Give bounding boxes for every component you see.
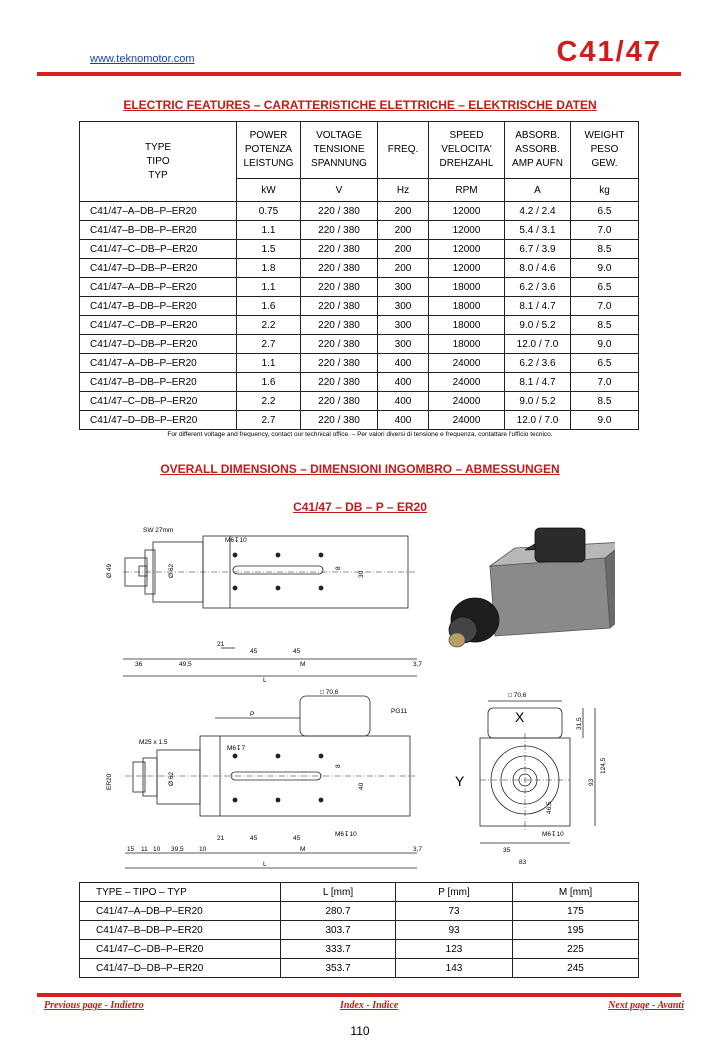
table-cell: 1.5	[237, 240, 301, 259]
table-cell: 143	[396, 959, 513, 978]
table-cell: C41/47–A–DB–P–ER20	[80, 902, 281, 921]
table-cell: 5.4 / 3.1	[505, 221, 571, 240]
table-row	[80, 921, 639, 940]
table-cell: 6.2 / 3.6	[505, 278, 571, 297]
unit-cell: V	[301, 179, 378, 202]
column-header: L [mm]	[281, 883, 396, 902]
table-cell: 6.5	[571, 202, 639, 221]
label-d124-5: 124,5	[600, 757, 607, 774]
table-cell: 8.0 / 4.6	[505, 259, 571, 278]
unit-cell: Hz	[378, 179, 429, 202]
table-cell: C41/47–A–DB–P–ER20	[80, 278, 237, 297]
table-cell: 400	[378, 354, 429, 373]
spindle-render	[449, 528, 615, 647]
table-cell: 220 / 380	[301, 278, 378, 297]
label-d10: 10	[153, 846, 161, 853]
label-sq706b: □ 70,6	[508, 692, 527, 699]
table-cell: 12000	[429, 202, 505, 221]
label-d45d: 45	[293, 835, 301, 842]
table-cell: 220 / 380	[301, 392, 378, 411]
table-cell: 300	[378, 316, 429, 335]
label-d49-5: 49,5	[179, 661, 192, 668]
table-cell: 9.0	[571, 411, 639, 430]
label-er20: ER20	[106, 773, 113, 790]
table-cell: 93	[396, 921, 513, 940]
table-cell: C41/47–D–DB–P–ER20	[80, 335, 237, 354]
table-row	[80, 392, 639, 411]
table-cell: 220 / 380	[301, 316, 378, 335]
label-d62b: Ø 62	[168, 771, 175, 786]
label-d45a: 45	[250, 648, 258, 655]
label-x: X	[515, 709, 525, 725]
label-pg11: PG11	[391, 708, 408, 715]
table-cell: 220 / 380	[301, 202, 378, 221]
table-cell: 7.0	[571, 297, 639, 316]
column-header: TYPE – TIPO – TYP	[80, 883, 281, 902]
table-cell: 400	[378, 411, 429, 430]
header-divider	[37, 72, 681, 76]
table-cell: 12000	[429, 259, 505, 278]
website-link[interactable]: www.teknomotor.com	[90, 53, 195, 65]
table-cell: 9.0 / 5.2	[505, 316, 571, 335]
table-cell: 9.0 / 5.2	[505, 392, 571, 411]
label-d40: 40	[358, 782, 365, 790]
technical-drawing	[95, 518, 615, 873]
electric-features-table	[79, 121, 639, 430]
table-row	[80, 240, 639, 259]
table-cell: 6.5	[571, 278, 639, 297]
label-d49: Ø 49	[106, 563, 113, 578]
column-header: P [mm]	[396, 883, 513, 902]
label-d31-5: 31,5	[576, 717, 583, 730]
label-d45b: 45	[293, 648, 301, 655]
label-m6x10b: M6↧10	[335, 831, 357, 838]
table-cell: 245	[513, 959, 639, 978]
table-cell: 18000	[429, 297, 505, 316]
table-cell: 8.5	[571, 392, 639, 411]
table-cell: C41/47–A–DB–P–ER20	[80, 202, 237, 221]
index-link[interactable]: Index - Indice	[340, 1000, 399, 1011]
column-header: WEIGHT PESO GEW.	[571, 122, 639, 179]
table-cell: 333.7	[281, 940, 396, 959]
table-cell: C41/47–C–DB–P–ER20	[80, 940, 281, 959]
table-cell: 1.1	[237, 354, 301, 373]
table-cell: 8.5	[571, 316, 639, 335]
table-cell: C41/47–D–DB–P–ER20	[80, 411, 237, 430]
table-cell: 7.0	[571, 221, 639, 240]
table-cell: C41/47–B–DB–P–ER20	[80, 373, 237, 392]
table-row	[80, 297, 639, 316]
table-cell: 24000	[429, 411, 505, 430]
column-header: ABSORB. ASSORB. AMP AUFN	[505, 122, 571, 179]
label-d45c: 45	[250, 835, 258, 842]
table-cell: 73	[396, 902, 513, 921]
table-cell: 8.1 / 4.7	[505, 297, 571, 316]
table-cell: 220 / 380	[301, 221, 378, 240]
label-m6x10: M6↧10	[225, 537, 247, 544]
column-header: FREQ.	[378, 122, 429, 179]
label-m6x7: M6↧7	[227, 745, 246, 752]
table-row	[80, 959, 639, 978]
table-cell: C41/47–C–DB–P–ER20	[80, 392, 237, 411]
unit-cell: RPM	[429, 179, 505, 202]
table-row	[80, 373, 639, 392]
table-row	[80, 316, 639, 335]
table-cell: C41/47–C–DB–P–ER20	[80, 316, 237, 335]
dimensions-model-subtitle: C41/47 – DB – P – ER20	[293, 500, 427, 514]
table-cell: 200	[378, 259, 429, 278]
table-row	[80, 221, 639, 240]
table-cell: 6.7 / 3.9	[505, 240, 571, 259]
table-cell: 220 / 380	[301, 335, 378, 354]
label-d83: 83	[519, 859, 527, 866]
table-cell: C41/47–D–DB–P–ER20	[80, 259, 237, 278]
label-y: Y	[455, 773, 465, 789]
next-page-link[interactable]: Next page - Avanti	[608, 1000, 684, 1011]
label-d3-7: 3,7	[413, 661, 423, 668]
table-cell: 2.7	[237, 411, 301, 430]
table-cell: 200	[378, 240, 429, 259]
table-cell: 8.1 / 4.7	[505, 373, 571, 392]
table-cell: 220 / 380	[301, 297, 378, 316]
label-d39-5: 39,5	[171, 846, 184, 853]
label-sq706: □ 70,6	[320, 689, 339, 696]
label-d62: Ø 62	[168, 563, 175, 578]
label-d93: 93	[588, 778, 595, 786]
table-cell: 220 / 380	[301, 240, 378, 259]
table-cell: 18000	[429, 278, 505, 297]
table-cell: 1.8	[237, 259, 301, 278]
table-cell: 18000	[429, 316, 505, 335]
label-d21b: 21	[217, 835, 225, 842]
label-d8b: 8	[335, 764, 342, 768]
table-cell: 303.7	[281, 921, 396, 940]
table-cell: 175	[513, 902, 639, 921]
label-dL: L	[263, 677, 267, 684]
table-cell: 2.2	[237, 316, 301, 335]
table-row	[80, 335, 639, 354]
table-cell: 353.7	[281, 959, 396, 978]
table-cell: 9.0	[571, 259, 639, 278]
label-dM: M	[300, 661, 306, 668]
electric-section-title: ELECTRIC FEATURES – CARATTERISTICHE ELETTRICHE – ELEKTRISCHE DATEN	[123, 98, 597, 112]
table-cell: 195	[513, 921, 639, 940]
page-number: 110	[350, 1024, 370, 1038]
table-cell: 1.1	[237, 278, 301, 297]
table-row	[80, 940, 639, 959]
label-d3-7b: 3,7	[413, 846, 423, 853]
table-cell: 18000	[429, 335, 505, 354]
table-cell: 220 / 380	[301, 259, 378, 278]
label-d21: 21	[217, 641, 225, 648]
unit-cell: kW	[237, 179, 301, 202]
column-header: VOLTAGE TENSIONE SPANNUNG	[301, 122, 378, 179]
table-cell: 300	[378, 297, 429, 316]
column-header: POWER POTENZA LEISTUNG	[237, 122, 301, 179]
table-cell: 225	[513, 940, 639, 959]
table-cell: C41/47–B–DB–P–ER20	[80, 221, 237, 240]
table-cell: C41/47–B–DB–P–ER20	[80, 297, 237, 316]
label-m25: M25 x 1.5	[139, 739, 168, 746]
table-cell: 300	[378, 335, 429, 354]
column-header: M [mm]	[513, 883, 639, 902]
table-cell: 200	[378, 202, 429, 221]
table-cell: 24000	[429, 392, 505, 411]
label-dLb: L	[263, 861, 267, 868]
table-cell: 280.7	[281, 902, 396, 921]
table-cell: 2.7	[237, 335, 301, 354]
table-cell: 220 / 380	[301, 354, 378, 373]
table-row	[80, 411, 639, 430]
table-cell: 1.6	[237, 297, 301, 316]
label-d8: 8	[335, 566, 342, 570]
label-d15: 15	[127, 846, 135, 853]
label-dMb: M	[300, 846, 306, 853]
table-row	[80, 354, 639, 373]
side-view-top	[123, 536, 417, 676]
table-row	[80, 278, 639, 297]
table-cell: C41/47–D–DB–P–ER20	[80, 959, 281, 978]
label-dP: P	[250, 711, 255, 718]
table-cell: 12.0 / 7.0	[505, 335, 571, 354]
table-cell: 24000	[429, 373, 505, 392]
previous-page-link[interactable]: Previous page - Indietro	[44, 1000, 144, 1011]
label-d35: 35	[503, 847, 511, 854]
table-cell: 12000	[429, 240, 505, 259]
table-cell: 7.0	[571, 373, 639, 392]
table-cell: 9.0	[571, 335, 639, 354]
label-m6x10c: M6↧10	[542, 831, 564, 838]
table-cell: 400	[378, 392, 429, 411]
table-cell: 1.1	[237, 221, 301, 240]
label-d36: 36	[135, 661, 143, 668]
unit-cell: kg	[571, 179, 639, 202]
table-cell: 400	[378, 373, 429, 392]
label-d46-5: 46,5	[546, 801, 553, 814]
table-cell: 24000	[429, 354, 505, 373]
table-cell: 220 / 380	[301, 373, 378, 392]
table-cell: 220 / 380	[301, 411, 378, 430]
table-cell: 2.2	[237, 392, 301, 411]
table-row	[80, 202, 639, 221]
table-cell: 1.6	[237, 373, 301, 392]
table-cell: 200	[378, 221, 429, 240]
column-header: SPEED VELOCITA' DREHZAHL	[429, 122, 505, 179]
voltage-note: For different voltage and frequency, contact our technical office. – Per valori diversi di tensione e frequenza, contattare l'ufficio tecnico.	[167, 431, 553, 438]
table-cell: C41/47–B–DB–P–ER20	[80, 921, 281, 940]
table-cell: 300	[378, 278, 429, 297]
table-cell: 6.5	[571, 354, 639, 373]
table-cell: 123	[396, 940, 513, 959]
label-d10b: 10	[199, 846, 207, 853]
table-row	[80, 902, 639, 921]
table-cell: 8.5	[571, 240, 639, 259]
table-cell: C41/47–C–DB–P–ER20	[80, 240, 237, 259]
table-cell: 12.0 / 7.0	[505, 411, 571, 430]
unit-cell: A	[505, 179, 571, 202]
label-sw: SW 27mm	[143, 527, 174, 534]
table-row	[80, 259, 639, 278]
table-cell: 6.2 / 3.6	[505, 354, 571, 373]
dimensions-section-title: OVERALL DIMENSIONS – DIMENSIONI INGOMBRO – ABMESSUNGEN	[160, 462, 560, 476]
label-d30: 30	[358, 570, 365, 578]
column-header: TYPE TIPO TYP	[80, 122, 237, 202]
dimensions-table	[79, 882, 639, 978]
table-cell: 12000	[429, 221, 505, 240]
table-cell: C41/47–A–DB–P–ER20	[80, 354, 237, 373]
model-title: C41/47	[556, 36, 662, 68]
footer-divider	[37, 993, 681, 997]
table-cell: 0.75	[237, 202, 301, 221]
table-cell: 4.2 / 2.4	[505, 202, 571, 221]
label-d11: 11	[141, 846, 148, 853]
